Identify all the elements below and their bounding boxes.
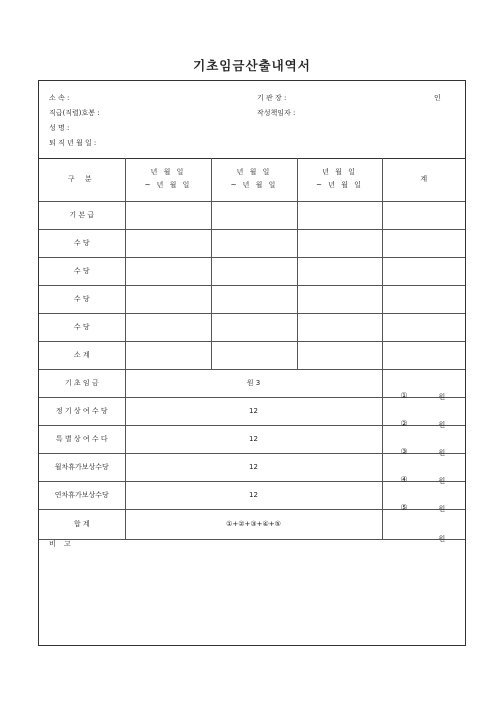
table-row bbox=[39, 341, 465, 369]
period-header-3: 년 월 일 ~ 년 월 일 bbox=[297, 158, 382, 201]
circled-mark: ④ bbox=[400, 475, 408, 484]
summary-row bbox=[39, 397, 465, 425]
summary-value: 원 3 bbox=[125, 369, 382, 397]
affiliation-label: 소 속 : bbox=[49, 94, 70, 102]
summary-label: 연차휴가보상수당 bbox=[39, 481, 125, 509]
summary-row bbox=[39, 481, 465, 509]
won-unit: 원 bbox=[438, 505, 446, 513]
won-unit: 원 bbox=[438, 449, 446, 457]
period-header-1: 년 월 일 ~ 년 월 일 bbox=[125, 158, 211, 201]
won-unit: 원 bbox=[438, 393, 446, 401]
total-header: 계 bbox=[382, 158, 465, 201]
retire-date-label: 퇴 직 년 월 일 : bbox=[49, 139, 97, 147]
won-unit: 원 bbox=[438, 477, 446, 485]
summary-label: 정 기 상 여 수 당 bbox=[39, 397, 125, 425]
document-title: 기초임금산출내역서 bbox=[193, 58, 311, 73]
summary-value: 12 bbox=[125, 425, 382, 453]
circled-mark: ⑤ bbox=[400, 503, 408, 512]
agency-head-label: 기 관 장 : bbox=[257, 94, 287, 102]
summary-label: 특 별 상 여 수 다 bbox=[39, 425, 125, 453]
won-unit: 원 bbox=[438, 421, 446, 429]
summary-row bbox=[39, 425, 465, 453]
remarks-label: 비 고 bbox=[49, 540, 74, 548]
table-row bbox=[39, 313, 465, 341]
table-row bbox=[39, 257, 465, 285]
won-unit: 원 bbox=[438, 535, 446, 543]
summary-row bbox=[39, 369, 465, 397]
table-row bbox=[39, 229, 465, 257]
category-header: 구 분 bbox=[39, 158, 125, 201]
row-label: 소 계 bbox=[39, 341, 125, 369]
circled-mark: ③ bbox=[400, 447, 408, 456]
position-label: 직급(직렬)호봉 : bbox=[49, 109, 100, 117]
seal-mark: 인 bbox=[434, 94, 441, 102]
period-header-2: 년 월 일 ~ 년 월 일 bbox=[211, 158, 297, 201]
preparer-label: 작성책임자 : bbox=[257, 109, 296, 117]
form-frame bbox=[38, 80, 466, 646]
total-row bbox=[39, 509, 465, 539]
summary-label: 월차휴가보상수당 bbox=[39, 453, 125, 481]
circled-mark: ② bbox=[400, 419, 408, 428]
summary-value: 12 bbox=[125, 481, 382, 509]
circled-mark: ① bbox=[400, 391, 408, 400]
wage-table bbox=[39, 158, 465, 543]
summary-value: 12 bbox=[125, 453, 382, 481]
summary-label: 기 초 임 금 bbox=[39, 369, 125, 397]
row-label: 수 당 bbox=[39, 257, 125, 285]
table-row bbox=[39, 201, 465, 229]
row-label: 수 당 bbox=[39, 313, 125, 341]
table-header-row bbox=[39, 158, 465, 201]
row-label: 수 당 bbox=[39, 285, 125, 313]
table-row bbox=[39, 285, 465, 313]
summary-value: 12 bbox=[125, 397, 382, 425]
summary-row bbox=[39, 453, 465, 481]
row-label: 기 본 급 bbox=[39, 201, 125, 229]
total-label: 합 계 bbox=[39, 509, 125, 539]
name-label: 성 명 : bbox=[49, 124, 70, 132]
total-formula: ①+②+③+④+⑤ bbox=[125, 509, 382, 539]
form-header bbox=[39, 81, 465, 159]
row-label: 수 당 bbox=[39, 229, 125, 257]
